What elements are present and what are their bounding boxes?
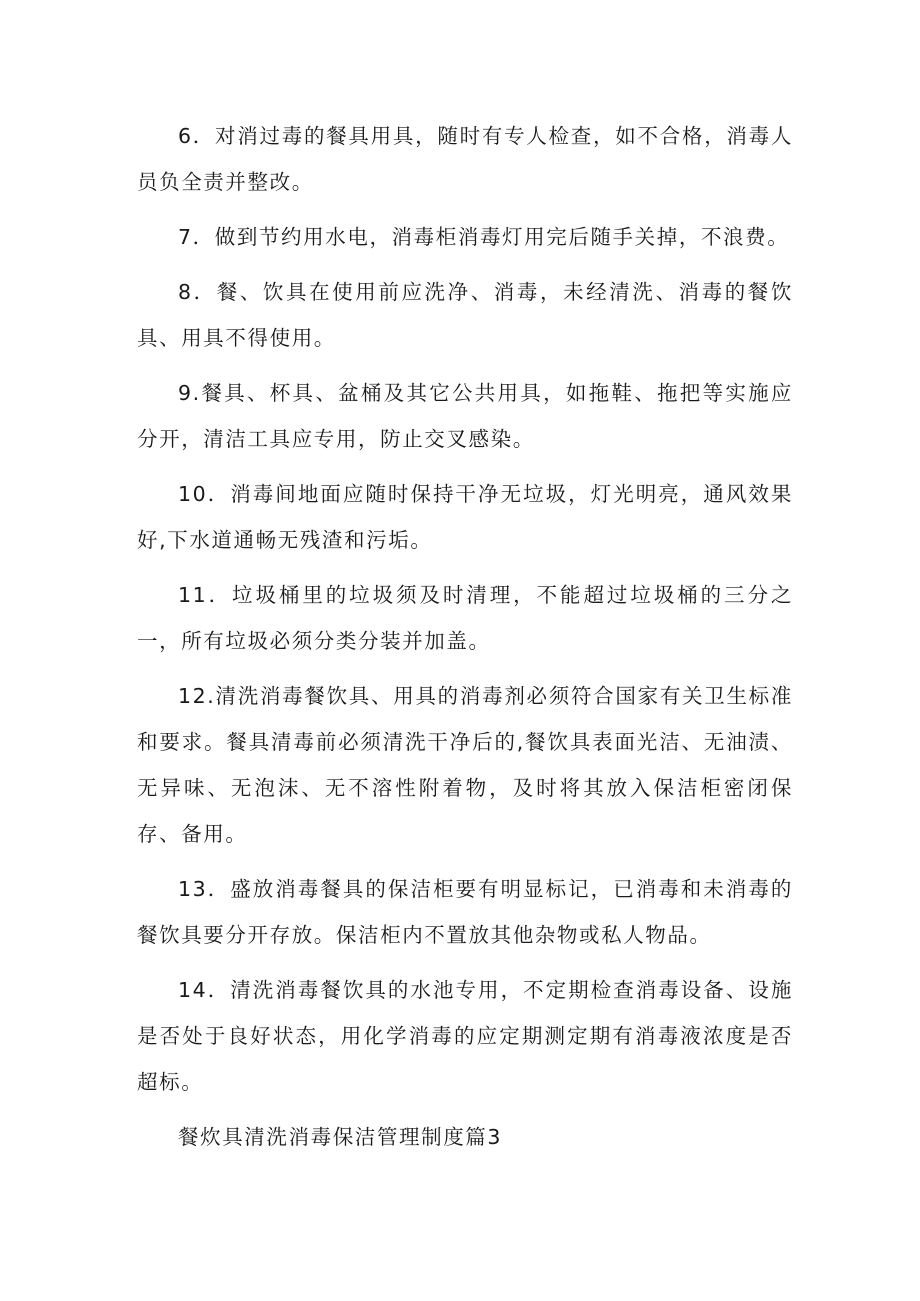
paragraph-item-14: 14．清洗消毒餐饮具的水池专用，不定期检查消毒设备、设施是否处于良好状态，用化学消毒的应定期测定期有消毒液浓度是否超标。: [137, 978, 793, 1094]
paragraph-item-10: 10．消毒间地面应随时保持干净无垃圾，灯光明亮，通风效果好,下水道通畅无残渣和污垢。: [137, 482, 793, 552]
paragraph-item-11: 11．垃圾桶里的垃圾须及时清理，不能超过垃圾桶的三分之一，所有垃圾必须分类分装并加盖。: [137, 583, 793, 653]
paragraph-item-7: 7．做到节约用水电，消毒柜消毒灯用完后随手关掉，不浪费。: [178, 225, 790, 249]
paragraph-item-12: 12.清洗消毒餐饮具、用具的消毒剂必须符合国家有关卫生标准和要求。餐具清毒前必须清洗干净后的,餐饮具表面光洁、无油渍、无异味、无泡沫、无不溶性附着物，及时将其放入保洁柜密闭保存、备用。: [137, 684, 793, 846]
section-heading: 餐炊具清洗消毒保洁管理制度篇3: [178, 1125, 503, 1149]
paragraph-item-9: 9.餐具、杯具、盆桶及其它公共用具，如拖鞋、拖把等实施应分开，清洁工具应专用，防止交叉感染。: [137, 381, 793, 451]
paragraph-item-8: 8．餐、饮具在使用前应洗净、消毒，未经清洗、消毒的餐饮具、用具不得使用。: [137, 280, 793, 350]
document-body: [137, 113, 793, 1160]
paragraph-item-6: 6．对消过毒的餐具用具，随时有专人检查，如不合格，消毒人员负全责并整改。: [137, 124, 793, 194]
paragraph-item-13: 13．盛放消毒餐具的保洁柜要有明显标记，已消毒和未消毒的餐饮具要分开存放。保洁柜内不置放其他杂物或私人物品。: [137, 877, 793, 947]
